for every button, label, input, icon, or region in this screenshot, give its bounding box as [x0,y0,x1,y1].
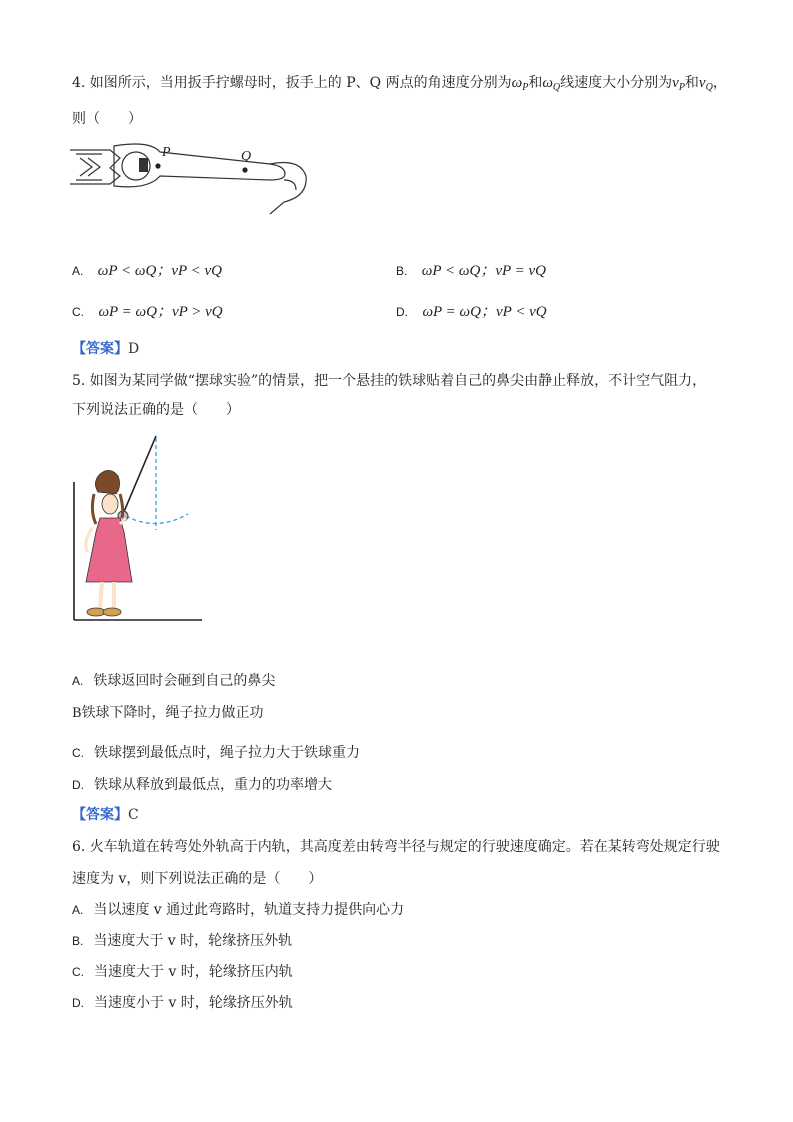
point-q [242,167,247,172]
answer-value: C [128,807,139,823]
q4-stem-line1 [72,74,727,97]
point-p [155,163,160,168]
q5-option-c: C. 铁球摆到最低点时，绳子拉力大于铁球重力 [72,745,360,761]
q4-option-b: B. ωP < ωQ；vP = vQ [396,263,546,279]
q4-and2: 和 [684,75,699,91]
pendulum-figure [70,432,205,624]
q4-stem-text: 4. 如图所示，当用扳手拧螺母时，扳手上的 P、Q 两点的角速度分别为 [72,75,512,91]
nut-block [139,158,148,172]
v-p: $v_P$ [672,75,685,93]
v-q: $v_Q$ [698,75,713,93]
omega-p: $\omega_P$ [511,75,529,93]
q5-option-d: D. 铁球从释放到最低点，重力的功率增大 [72,777,332,793]
label-q: Q [241,149,252,164]
q5-option-a: A. 铁球返回时会砸到自己的鼻尖 [72,673,276,689]
q6-option-c: C. 当速度大于 v 时，轮缘挤压内轨 [72,964,293,980]
q4-comma: ， [712,75,727,91]
dress [86,518,132,582]
q4-option-c: C. ωP = ωQ；vP > vQ [72,304,223,320]
q6-option-a: A. 当以速度 v 通过此弯路时，轨道支持力提供向心力 [72,902,405,918]
q5-answer [72,806,139,824]
q4-stem-line2: 则（ ） [72,111,142,127]
q4-option-a: A. ωP < ωQ；vP < vQ [72,263,222,279]
answer-bracket: 【答案】 [72,341,128,357]
q4-answer [72,340,139,358]
q4-and: 和 [528,75,543,91]
q6-option-d: D. 当速度小于 v 时，轮缘挤压外轨 [72,995,293,1011]
wrench-figure [70,136,315,218]
q6-stem-line2: 速度为 v，则下列说法正确的是（ ） [72,871,323,887]
q6-stem-line1: 6. 火车轨道在转弯处外轨高于内轨，其高度差由转弯半径与规定的行驶速度确定。若在某转弯处规定行驶 [72,839,720,855]
label-p: P [162,145,171,160]
answer-value: D [128,341,140,357]
q4-mid-text: 线速度大小分别为 [560,75,673,91]
q6-option-b: B. 当速度大于 v 时，轮缘挤压外轨 [72,933,293,949]
q5-option-b: B铁球下降时，绳子拉力做正功 [72,705,264,721]
omega-q: $\omega_Q$ [542,75,561,93]
q5-stem-line1: 5. 如图为某同学做“摆球实验”的情景，把一个悬挂的铁球贴着自己的鼻尖由静止释放，不计空气阻力， [72,373,707,389]
q4-option-d: D. ωP = ωQ；vP < vQ [396,304,547,320]
answer-bracket: 【答案】 [72,807,128,823]
q5-stem-line2: 下列说法正确的是（ ） [72,402,240,418]
